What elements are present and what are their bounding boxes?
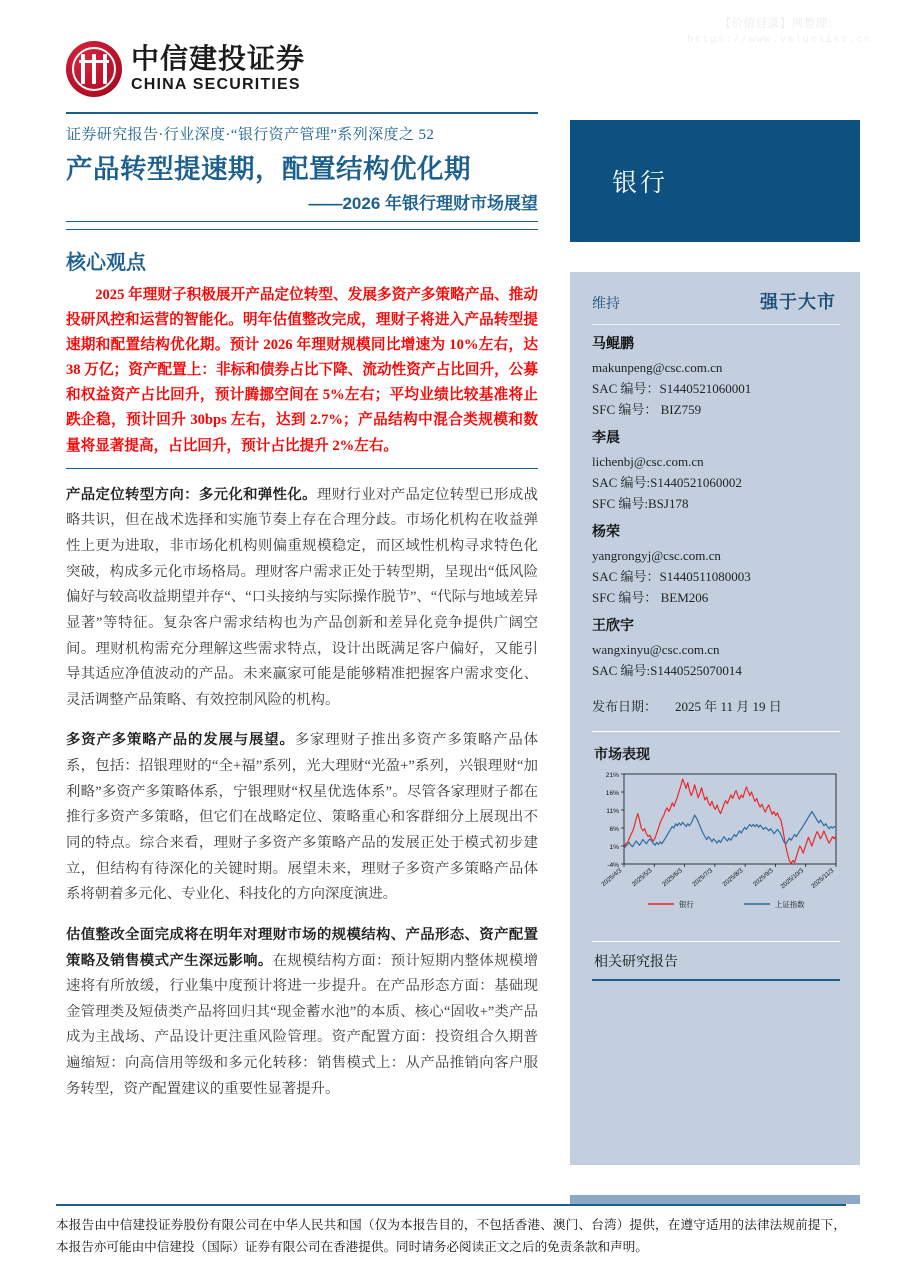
analyst-name: 马鲲鹏 [592, 335, 634, 351]
footer-accent-bar [570, 1195, 860, 1204]
sector-name: 银行 [612, 169, 669, 197]
left-column [66, 36, 538, 1117]
watermark-text: 【价值目录】网整理： [719, 18, 840, 30]
header-divider-bottom [66, 229, 538, 230]
related-research-title: 相关研究报告 [594, 954, 678, 970]
analyst-email[interactable]: wangxinyu@csc.com.cn [592, 642, 720, 658]
info-panel [570, 272, 860, 1165]
svg-text:21%: 21% [605, 771, 619, 779]
core-view-heading: 核心观点 [66, 252, 146, 274]
related-research-section [592, 941, 840, 1151]
analyst-email[interactable]: yangrongyj@csc.com.cn [592, 548, 721, 564]
panel-separator [592, 324, 840, 325]
chart-title: 市场表现 [594, 745, 650, 762]
body-paragraph [66, 728, 538, 907]
watermark-url: https://www.valuelist.cn [687, 33, 872, 46]
analyst-sfc-number: SFC 编号： BIZ759 [592, 402, 702, 418]
analyst-sfc-number: SFC 编号： BEM206 [592, 590, 709, 606]
logo-wordmark [131, 45, 305, 93]
analyst-sac-number: SAC 编号：S1440521060001 [592, 381, 752, 397]
rating-row [592, 288, 840, 324]
chart-canvas [592, 768, 840, 923]
svg-text:上证指数: 上证指数 [775, 899, 805, 909]
publish-date-label: 发布日期： [592, 698, 658, 714]
svg-text:2025/10/3: 2025/10/3 [779, 866, 805, 890]
analyst-sac-number: SAC 编号:S1440521060002 [592, 475, 742, 491]
analyst-sac-number: SAC 编号:S1440525070014 [592, 663, 742, 679]
svg-text:2025/8/3: 2025/8/3 [721, 866, 745, 888]
paragraph-lead: 估值整改全面完成将在明年对理财市场的规模结构、产品形态、资产配置策略及销售模式产生深远影响。 [66, 926, 538, 969]
svg-text:6%: 6% [609, 825, 619, 833]
paragraph-body: 理财行业对产品定位转型已形成战略共识，但在战术选择和实施节奏上存在合理分歧。市场化机构在收益弹性上更为进取，非市场化机构则偏重规模稳定，而区域性机构寻求特色化突破，构成多元化市场格局。理财客户需求正处于转型期，呈现出“低风险偏好与较高收益期望并存“、“口头接纳与实际操作脱节”、“代际与地域差异显著”等特征。复杂客户需求结构也为产品创新和差异化竞争提供广阔空间。理财机构需充分理解这些需求特点，设计出既满足客户偏好，又能引导其适应净值波动的产品。未来赢家可能是能够精准把握客户需求变化、灵活调整产品策略、有效控制风险的机构。 [66, 486, 538, 708]
paragraph-body: 在规模结构方面：预计短期内整体规模增速将有所放缓，行业集中度预计将进一步提升。在产品形态方面：基础现金管理类及短债类产品将回归其“现金蓄水池”的本质、核心“固收+”类产品成为主战场、产品设计更注重风险管理。资产配置方面：投资组合久期普遍缩短：向高信用等级和多元化转移：销售模式上：从产品推销向客户服务转型，资产配置建议的重要性显著提升。 [66, 952, 538, 1097]
svg-text:2025/9/3: 2025/9/3 [751, 866, 775, 888]
header-divider-top [66, 112, 538, 114]
svg-text:-4%: -4% [607, 861, 619, 869]
paragraph-lead: 产品定位转型方向：多元化和弹性化。 [66, 486, 317, 503]
svg-text:2025/11/3: 2025/11/3 [810, 866, 836, 890]
body-paragraph [66, 923, 538, 1102]
svg-text:16%: 16% [605, 789, 619, 797]
page-subtitle: ——2026 年银行理财市场展望 [308, 194, 538, 213]
publish-date-value: 2025 年 11 月 19 日 [675, 698, 782, 714]
company-logo [66, 36, 538, 102]
logo-chinese-name: 中信建投证券 [131, 43, 306, 74]
logo-english-name: CHINA SECURITIES [131, 76, 301, 93]
svg-text:银行: 银行 [679, 899, 694, 909]
market-performance-chart [592, 731, 840, 923]
rating-label: 维持 [592, 295, 620, 311]
analyst-name: 王欣宇 [592, 617, 634, 634]
svg-text:2025/5/3: 2025/5/3 [630, 866, 654, 888]
body-paragraph [66, 483, 538, 714]
analyst-sac-number: SAC 编号：S1440511080003 [592, 569, 751, 585]
svg-text:2025/4/3: 2025/4/3 [600, 866, 624, 888]
chart-svg [592, 768, 842, 918]
svg-text:2025/7/3: 2025/7/3 [691, 866, 715, 888]
footer-disclaimer [56, 1204, 846, 1258]
svg-text:1%: 1% [609, 843, 619, 851]
analyst-name: 李晨 [592, 429, 620, 446]
svg-text:11%: 11% [606, 807, 619, 815]
sector-banner [570, 120, 860, 242]
analyst-email[interactable]: lichenbj@csc.com.cn [592, 454, 704, 470]
analyst-name: 杨荣 [592, 523, 620, 540]
publish-date-row [592, 696, 840, 715]
analyst-sfc-number: SFC 编号:BSJ178 [592, 496, 689, 512]
page-title: 产品转型提速期，配置结构优化期 [66, 154, 471, 184]
analyst-email[interactable]: makunpeng@csc.com.cn [592, 360, 723, 375]
paragraph-body: 多家理财子推出多资产多策略产品体系，包括：招银理财的“全+福”系列，光大理财“光盈+”系列，兴银理财“加利略”多资产多策略体系，宁银理财“权星优选体系”。尽管各家理财子都在推行多资产多策略，但它们在战略定位、策略重心和客群细分上展现出不同的特点。综合来看，理财子多资产多策略产品的发展正处于模式初步建立，但结构有待深化的关键时期。展望未来，理财子多资产多策略产品体系将朝着多元化、专业化、科技化的方向深度演进。 [66, 732, 538, 903]
svg-text:2025/6/3: 2025/6/3 [660, 866, 684, 888]
rating-value: 强于大市 [760, 292, 836, 312]
paragraph-lead: 多资产多策略产品的发展与展望。 [66, 732, 295, 749]
core-view-text: 2025 年理财子积极展开产品定位转型、发展多资产多策略产品、推动投研风控和运营的智能化。明年估值整改完成，理财子将进入产品转型提速期和配置结构优化期。预计 2026 年理财规模同比增速为 10%左右，达 38 万亿；资产配置上：非标和债券占比下降、流动性资产占比回升，公募和权益资产占比回升，预计腾挪空间在 5%左右；平均业绩比较基准将止跌企稳，预计回升 30bps 左右，达到 2.7%；产品结构中混合类规模和数量将显著提高，占比回升，预计占比提升 2%左右。 [66, 287, 538, 454]
report-kicker: 证券研究报告·行业深度·“银行资产管理”系列深度之 52 [66, 127, 435, 143]
watermark [687, 16, 872, 48]
footer-disclaimer-text: 本报告由中信建投证券股份有限公司在中华人民共和国（仅为本报告目的，不包括香港、澳门、台湾）提供，在遵守适用的法律法规前提下，本报告亦可能由中信建投（国际）证券有限公司在香港提供。同时请务必阅读正文之后的免责条款和声明。 [56, 1218, 846, 1254]
csc-logo-icon [66, 41, 122, 97]
